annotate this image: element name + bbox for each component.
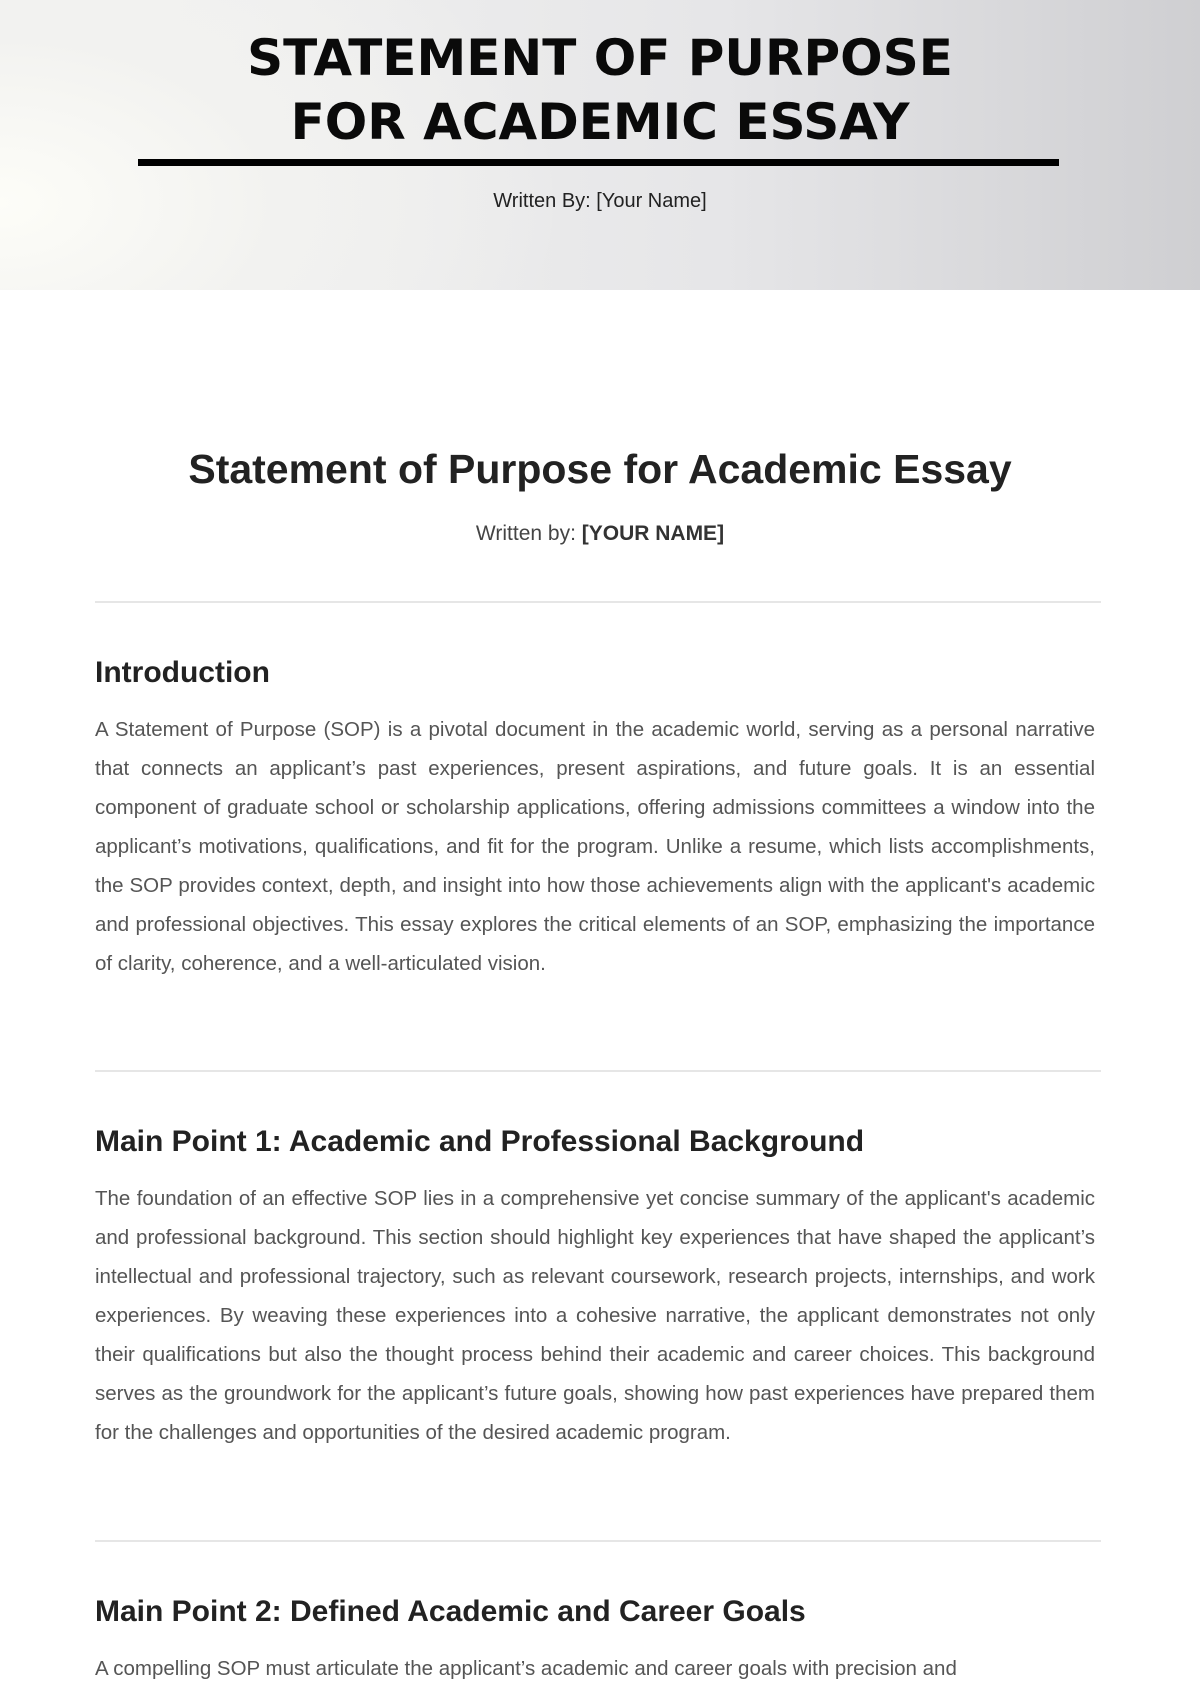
- document-byline: [0, 522, 1200, 546]
- divider: [95, 1540, 1101, 1542]
- header-banner: [0, 0, 1200, 290]
- section-introduction: [95, 653, 1095, 983]
- banner-divider: [138, 159, 1059, 166]
- document-title: Statement of Purpose for Academic Essay: [188, 446, 1012, 492]
- divider: [95, 601, 1101, 603]
- section-body: A compelling SOP must articulate the applicant’s academic and career goals with precision and: [95, 1657, 957, 1680]
- banner-title: [0, 26, 1200, 154]
- section-body: The foundation of an effective SOP lies in a comprehensive yet concise summary of the applicant's academic and professional background. This section should highlight key experiences that have shaped the applicant’s intellectual and professional trajectory, such as relevant coursework, research projects, internships, and work experiences. By weaving these experiences into a cohesive narrative, the applicant demonstrates not only their qualifications but also the thought process behind their academic and career choices. This background serves as the groundwork for the applicant’s future goals, showing how past experiences have prepared them for the challenges and opportunities of the desired academic program.: [95, 1187, 1095, 1444]
- section-heading: Main Point 2: Defined Academic and Career Goals: [95, 1595, 806, 1628]
- divider: [95, 1070, 1101, 1072]
- banner-author: Written By: [Your Name]: [493, 190, 707, 212]
- section-main-point-2: [95, 1592, 1095, 1688]
- banner-title-line-2: FOR ACADEMIC ESSAY: [290, 93, 910, 151]
- section-body: A Statement of Purpose (SOP) is a pivotal document in the academic world, serving as a personal narrative that connects an applicant’s past experiences, present aspirations, and future goals. It is an essential component of graduate school or scholarship applications, offering admissions committees a window into the applicant’s motivations, qualifications, and fit for the program. Unlike a resume, which lists accomplishments, the SOP provides context, depth, and insight into how those achievements align with the applicant's academic and professional objectives. This essay explores the critical elements of an SOP, emphasizing the importance of clarity, coherence, and a well-articulated vision.: [95, 718, 1095, 975]
- section-main-point-1: [95, 1122, 1095, 1452]
- byline-author: [YOUR NAME]: [581, 522, 725, 545]
- section-heading: Introduction: [95, 656, 270, 689]
- banner-title-line-1: STATEMENT OF PURPOSE: [247, 29, 953, 87]
- section-heading: Main Point 1: Academic and Professional Background: [95, 1125, 865, 1158]
- byline-label: Written by:: [475, 522, 582, 545]
